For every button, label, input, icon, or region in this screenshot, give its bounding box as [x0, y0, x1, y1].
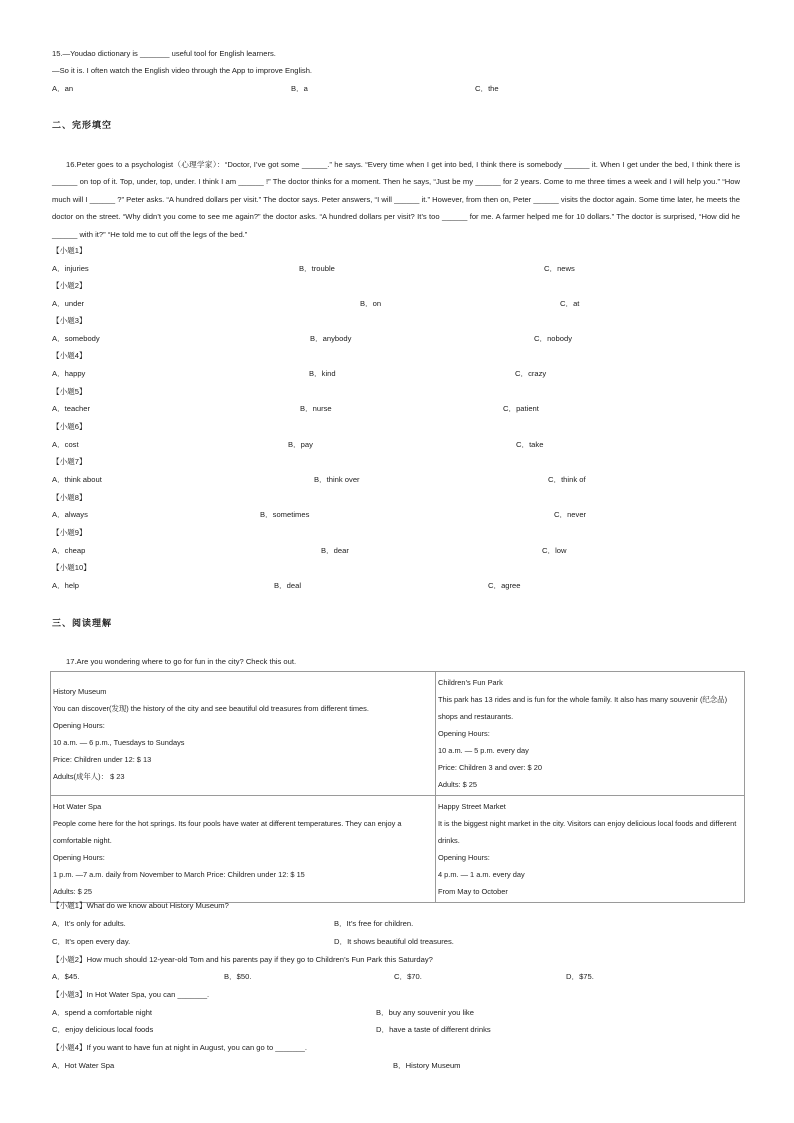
spa-name: Hot Water Spa — [53, 802, 102, 811]
option-b: B．trouble — [299, 264, 335, 273]
q16-sub7-options — [52, 475, 752, 485]
market-hours: 4 p.m. — 1 a.m. every day — [438, 870, 525, 879]
option-a: A．Hot Water Spa — [52, 1061, 115, 1070]
option-a: A．under — [52, 299, 85, 308]
q17-sub4-options — [52, 1061, 752, 1071]
option-c: C．at — [560, 299, 580, 308]
q16-sub5-options — [52, 404, 752, 414]
option-b: B．History Museum — [393, 1061, 461, 1070]
q17-sub1-question: 【小题1】What do we know about History Museum? — [52, 901, 229, 910]
q16-sub7-label: 【小题7】 — [52, 457, 87, 466]
q16-sub2-label: 【小题2】 — [52, 281, 87, 290]
q15-option-b: B．a — [291, 84, 308, 93]
option-a: A．happy — [52, 369, 86, 378]
table-row — [51, 672, 745, 796]
option-c: C．never — [554, 510, 587, 519]
q15-option-a: A．an — [52, 84, 74, 93]
q17-sub3-options-row2 — [52, 1025, 752, 1035]
option-c: C．agree — [488, 581, 521, 590]
option-a: A．think about — [52, 475, 102, 484]
q16-sub1-label: 【小题1】 — [52, 246, 87, 255]
q16-sub3-options — [52, 334, 752, 344]
option-c: C．news — [544, 264, 575, 273]
spa-price-adults: Adults: $ 25 — [53, 887, 93, 896]
option-c: C．$70. — [394, 972, 422, 981]
q16-sub1-options — [52, 264, 752, 274]
option-c: C．crazy — [515, 369, 547, 378]
fun-park-cell — [436, 672, 745, 796]
option-a: A．somebody — [52, 334, 100, 343]
museum-hours-label: Opening Hours: — [53, 720, 105, 730]
option-b: B．on — [360, 299, 382, 308]
option-c: C．It’s open every day. — [52, 937, 131, 946]
option-a: A．cost — [52, 440, 79, 449]
option-b: B．buy any souvenir you like — [376, 1008, 474, 1017]
q17-sub1-options-row1 — [52, 919, 752, 929]
q15-option-c: C．the — [475, 84, 499, 93]
hot-water-spa-cell — [51, 796, 436, 903]
option-a: A．$45. — [52, 972, 80, 981]
option-c: C．nobody — [534, 334, 572, 343]
spa-hours-price: 1 p.m. —7 a.m. daily from November to March Price: Children under 12: $ 15 — [53, 870, 305, 879]
option-c: C．enjoy delicious local foods — [52, 1025, 154, 1034]
q17-sub1-options-row2 — [52, 937, 752, 947]
q17-intro: 17.Are you wondering where to go for fun in the city? Check this out. — [66, 657, 297, 666]
option-a: A．It’s only for adults. — [52, 919, 126, 928]
q16-sub2-options — [52, 299, 752, 309]
park-hours-label: Opening Hours: — [438, 729, 490, 738]
option-b: B．dear — [321, 546, 349, 555]
q16-sub9-label: 【小题9】 — [52, 528, 87, 537]
option-b: B．nurse — [300, 404, 332, 413]
q16-passage — [52, 156, 740, 243]
option-c: C．low — [542, 546, 567, 555]
q16-sub8-options — [52, 510, 752, 520]
option-a: A．always — [52, 510, 88, 519]
option-a: A．spend a comfortable night — [52, 1008, 153, 1017]
q16-sub4-label: 【小题4】 — [52, 351, 87, 360]
museum-price-children: Price: Children under 12: $ 13 — [53, 754, 152, 764]
q16-sub10-options — [52, 581, 752, 591]
option-c: C．think of — [548, 475, 586, 484]
option-b: B．sometimes — [260, 510, 310, 519]
spa-desc: People come here for the hot springs. Its four pools have water at different temperatures. They can enjoy a comfortable night. — [53, 819, 402, 845]
option-b: B．It’s free for children. — [334, 919, 414, 928]
museum-desc: You can discover(发现) the history of the city and see beautiful old treasures from different times. — [53, 703, 369, 713]
museum-price-adults: Adults(成年人)： $ 23 — [53, 771, 125, 781]
option-b: B．pay — [288, 440, 313, 449]
option-b: B．kind — [309, 369, 336, 378]
q17-sub3-question: 【小题3】In Hot Water Spa, you can _______. — [52, 990, 210, 999]
q15-line1: 15.—Youdao dictionary is _______ useful tool for English learners. — [52, 49, 276, 58]
q17-sub2-options — [52, 972, 752, 982]
spa-hours-label: Opening Hours: — [53, 853, 105, 862]
option-a: A．teacher — [52, 404, 90, 413]
section-title-cloze: 二、完形填空 — [52, 121, 113, 131]
option-d: D．It shows beautiful old treasures. — [334, 937, 454, 946]
q16-sub6-label: 【小题6】 — [52, 422, 87, 431]
q16-sub10-label: 【小题10】 — [52, 563, 91, 572]
option-a: A．help — [52, 581, 80, 590]
q16-sub6-options — [52, 440, 752, 450]
attractions-table — [50, 671, 745, 903]
q16-sub5-label: 【小题5】 — [52, 387, 87, 396]
section-title-reading: 三、阅读理解 — [52, 619, 113, 629]
park-desc: This park has 13 rides and is fun for the whole family. It also has many souvenir (纪念品) shops and restaurants. — [438, 695, 728, 721]
option-c: C．patient — [503, 404, 539, 413]
museum-hours: 10 a.m. — 6 p.m., Tuesdays to Sundays — [53, 737, 185, 747]
q16-sub4-options — [52, 369, 752, 379]
market-season: From May to October — [438, 887, 508, 896]
q15-line2: —So it is. I often watch the English video through the App to improve English. — [52, 66, 313, 75]
park-price-adults: Adults: $ 25 — [438, 780, 478, 789]
option-b: B．anybody — [310, 334, 352, 343]
q17-sub3-options-row1 — [52, 1008, 752, 1018]
option-b: B．$50. — [224, 972, 252, 981]
park-hours: 10 a.m. — 5 p.m. every day — [438, 746, 529, 755]
option-d: D．$75. — [566, 972, 594, 981]
q16-sub9-options — [52, 546, 752, 556]
market-name: Happy Street Market — [438, 802, 506, 811]
q17-sub4-question: 【小题4】If you want to have fun at night in August, you can go to _______. — [52, 1043, 307, 1052]
option-d: D．have a taste of different drinks — [376, 1025, 491, 1034]
museum-name: History Museum — [53, 686, 107, 696]
park-price-children: Price: Children 3 and over: $ 20 — [438, 763, 542, 772]
park-name: Children’s Fun Park — [438, 678, 503, 687]
q17-sub2-question: 【小题2】How much should 12-year-old Tom and his parents pay if they go to Children’s Fun Park this Saturday? — [52, 955, 433, 964]
market-desc: It is the biggest night market in the city. Visitors can enjoy delicious local foods and different drinks. — [438, 819, 737, 845]
table-row — [51, 796, 745, 903]
option-c: C．take — [516, 440, 544, 449]
street-market-cell — [436, 796, 745, 903]
market-hours-label: Opening Hours: — [438, 853, 490, 862]
q16-passage-text: 16.Peter goes to a psychologist（心理学家）：“Doctor, I’ve got some ______.” he says. “Every time when I get into bed, I think there is somebody ______ it. When I get under the bed, I think there is ______ on top of it. Top, under, top, under. I think I am ______ !” The doctor thinks for a moment. Then he says, “Just be my ______ for 2 years. Come to me three times a week and I will help you.” “How much will I ______ ?” Peter asks. “A hundred dollars per visit.” The doctor says. Peter answers, “I will ______ it.” However, from then on, Peter ______ visits the doctor again. Some time later, he meets the doctor on the street. “Why didn’t you come to see me again?” the doctor asks. “A hundred dollars per visit? It’s too ______ for me. A farmer helped me for 10 dollars.” The doctor is surprised, “How did he ______ with it?” “He told me to cut off the legs of the bed.” — [52, 160, 740, 239]
q15-options — [52, 84, 752, 94]
option-a: A．injuries — [52, 264, 89, 273]
q16-sub8-label: 【小题8】 — [52, 493, 87, 502]
option-b: B．deal — [274, 581, 302, 590]
option-a: A．cheap — [52, 546, 86, 555]
option-b: B．think over — [314, 475, 360, 484]
q16-sub3-label: 【小题3】 — [52, 316, 87, 325]
history-museum-cell — [51, 672, 436, 796]
